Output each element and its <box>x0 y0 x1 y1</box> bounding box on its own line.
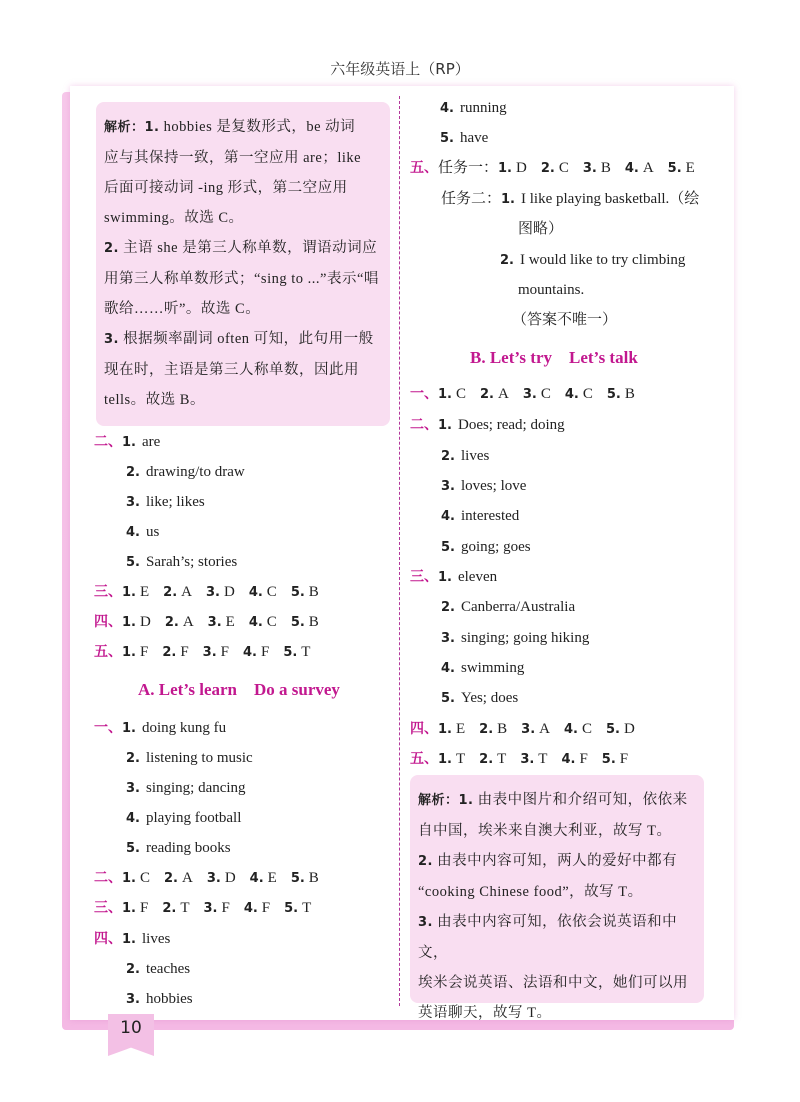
item-answer: teaches <box>145 961 191 977</box>
item-answer: C <box>266 614 277 630</box>
item-answer: eleven <box>457 569 498 585</box>
item-answer: Sarah’s; stories <box>145 554 238 570</box>
answer-row <box>500 250 685 271</box>
answer-row <box>94 642 324 663</box>
item-answer: like; likes <box>145 494 205 510</box>
note-text: 应与其保持一致，第一空应用 are；like <box>104 150 362 166</box>
item-num: 3. <box>207 615 222 630</box>
item-num: 2. <box>164 615 179 630</box>
item-answer: hobbies <box>145 991 193 1007</box>
item-answer: T <box>497 751 507 767</box>
item-num: 5. <box>284 901 299 916</box>
note-text: 后面可接动词 -ing 形式，第二空应用 <box>104 180 348 196</box>
item-answer: C <box>582 386 593 402</box>
answer-row <box>126 959 190 980</box>
item-num: 2. <box>479 752 494 767</box>
note-text: tells。故选 B。 <box>104 392 205 408</box>
item-answer: F <box>619 751 629 767</box>
item-answer: B <box>308 584 319 600</box>
answer-row <box>94 612 333 633</box>
item-answer: I would like to try climbing <box>519 252 686 268</box>
item-answer: listening to music <box>145 750 253 766</box>
note-num: 3. <box>418 915 433 930</box>
item-num: 2. <box>500 253 514 268</box>
item-num: 4. <box>126 811 140 826</box>
item-answer: B <box>600 160 611 176</box>
item-answer: Does; read; doing <box>457 417 565 433</box>
item-answer: D <box>223 584 235 600</box>
item-answer: T <box>538 751 548 767</box>
section-label: 三、 <box>410 569 438 585</box>
item-num: 4. <box>441 661 455 676</box>
item-answer: F <box>180 644 189 660</box>
section-label: 二、 <box>94 870 122 886</box>
analysis-label: 解析： <box>418 793 459 808</box>
item-answer: going; goes <box>460 539 531 555</box>
note-text: 由表中图片和介绍可知，依依来 <box>473 792 688 808</box>
item-answer: Canberra/Australia <box>460 599 576 615</box>
item-num: 3. <box>206 871 221 886</box>
item-num: 2. <box>479 722 494 737</box>
answer-row <box>440 128 488 149</box>
note-text: 主语 she 是第三人称单数，谓语动词应 <box>118 240 378 256</box>
note-text: hobbies 是复数形式，be 动词 <box>159 119 356 135</box>
item-num: 4. <box>564 387 579 402</box>
answer-row <box>410 749 642 770</box>
item-num: 5. <box>283 645 298 660</box>
item-num: 3. <box>203 901 218 916</box>
item-answer: playing football <box>145 810 242 826</box>
task-label: 任务一： <box>438 160 499 176</box>
item-answer: B <box>497 721 508 737</box>
item-num: 3. <box>126 781 140 796</box>
answer-row <box>94 898 325 919</box>
item-num: 3. <box>522 387 537 402</box>
item-num: 2. <box>163 585 178 600</box>
item-answer: A <box>539 721 550 737</box>
item-answer: loves; love <box>460 478 527 494</box>
item-num: 5. <box>441 691 455 706</box>
analysis-text-left <box>104 112 386 415</box>
answer-row <box>94 929 170 950</box>
section-title-b: B. Let’s try Let’s talk <box>470 348 638 367</box>
item-num: 2. <box>164 871 178 886</box>
item-num: 3. <box>126 992 140 1007</box>
answer-row <box>441 189 699 210</box>
item-answer: lives <box>141 931 171 947</box>
item-num: 1. <box>438 418 452 433</box>
note-text: 用第三人称单数形式；“sing to ...”表示“唱 <box>104 271 379 287</box>
item-num: 3. <box>441 631 455 646</box>
answer-row <box>126 552 237 573</box>
item-num: 5. <box>605 722 620 737</box>
note-text: 埃米会说英语、法语和中文，她们可以用 <box>418 975 688 991</box>
item-num: 4. <box>248 615 263 630</box>
item-num: 3. <box>441 479 455 494</box>
item-answer: T <box>301 644 311 660</box>
section-title-a: A. Let’s learn Do a survey <box>138 680 340 699</box>
item-num: 3. <box>520 752 535 767</box>
item-answer: singing; going hiking <box>460 630 590 646</box>
item-num: 2. <box>162 901 177 916</box>
item-num: 5. <box>606 387 621 402</box>
item-num: 4. <box>561 752 576 767</box>
answer-row <box>410 415 565 436</box>
section-label: 一、 <box>94 720 122 736</box>
item-answer: I like playing basketball.（绘 <box>521 191 700 207</box>
answer-row <box>126 989 193 1010</box>
item-answer: F <box>221 900 230 916</box>
item-num: 4. <box>441 509 455 524</box>
item-answer: E <box>225 614 235 630</box>
item-answer: F <box>579 751 588 767</box>
item-num: 5. <box>126 841 140 856</box>
item-num: 1. <box>438 387 452 402</box>
note-num: 1. <box>458 793 474 808</box>
answer-row <box>410 719 649 740</box>
item-num: 2. <box>441 449 455 464</box>
item-num: 1. <box>122 901 136 916</box>
answer-row <box>410 384 649 405</box>
answer-row <box>126 462 245 483</box>
item-answer: T <box>302 900 312 916</box>
item-answer: C <box>139 870 150 886</box>
item-num: 5. <box>126 555 140 570</box>
item-num: 1. <box>122 615 136 630</box>
item-num: 2. <box>126 751 140 766</box>
item-answer: E <box>139 584 150 600</box>
analysis-label: 解析： <box>104 120 145 135</box>
item-answer: C <box>266 584 277 600</box>
item-answer: C <box>581 721 592 737</box>
section-label: 二、 <box>94 434 122 450</box>
item-answer: doing kung fu <box>141 720 227 736</box>
item-num: 1. <box>122 645 136 660</box>
item-answer: us <box>145 524 160 540</box>
note-num: 2. <box>104 241 119 256</box>
section-label: 三、 <box>94 584 122 600</box>
answer-row <box>126 778 246 799</box>
item-num: 1. <box>438 570 452 585</box>
answer-row <box>441 537 531 558</box>
item-answer: A <box>497 386 509 402</box>
section-label: 四、 <box>410 721 438 737</box>
note-text: 英语聊天，故写 T。 <box>418 1005 552 1021</box>
item-answer: D <box>516 160 527 176</box>
item-answer: interested <box>460 508 520 524</box>
section-label: 五、 <box>410 751 438 767</box>
answer-row <box>441 476 526 497</box>
item-answer: D <box>139 614 151 630</box>
item-num: 3. <box>205 585 220 600</box>
item-answer: E <box>455 721 466 737</box>
answer-row <box>126 522 159 543</box>
item-num: 2. <box>162 645 177 660</box>
item-answer: lives <box>460 448 490 464</box>
answer-row <box>441 658 524 679</box>
item-answer: C <box>558 160 569 176</box>
item-num: 5. <box>667 161 682 176</box>
item-num: 1. <box>122 721 136 736</box>
answer-row <box>94 718 226 739</box>
item-num: 2. <box>480 387 494 402</box>
item-answer: T <box>180 900 190 916</box>
item-answer: A <box>181 584 192 600</box>
item-answer: F <box>260 644 270 660</box>
answer-cont: 图略） <box>518 221 564 237</box>
item-answer: E <box>685 160 695 176</box>
item-num: 4. <box>248 585 263 600</box>
item-answer: C <box>540 386 551 402</box>
item-answer: reading books <box>145 840 231 856</box>
item-answer: B <box>308 870 319 886</box>
item-num: 2. <box>441 600 455 615</box>
item-num: 4. <box>243 901 258 916</box>
answer-row <box>440 98 507 119</box>
item-num: 1. <box>438 752 452 767</box>
item-num: 1. <box>498 161 512 176</box>
note-text: “cooking Chinese food”，故写 T。 <box>418 884 643 900</box>
answer-row <box>410 158 709 179</box>
item-answer: F <box>261 900 271 916</box>
item-num: 4. <box>440 101 454 116</box>
note-text: 由表中内容可知，依依会说英语和中文， <box>418 914 678 961</box>
item-answer: drawing/to draw <box>145 464 245 480</box>
item-num: 5. <box>441 540 455 555</box>
task-label: 任务二： <box>441 191 502 207</box>
item-num: 5. <box>290 585 305 600</box>
item-num: 2. <box>540 161 555 176</box>
note-text: 现在时，主语是第三人称单数，因此用 <box>104 362 359 378</box>
section-label: 一、 <box>410 386 438 402</box>
item-answer: E <box>267 870 277 886</box>
item-num: 5. <box>601 752 616 767</box>
note-text: 由表中内容可知，两人的爱好中都有 <box>432 853 678 869</box>
item-answer: D <box>224 870 236 886</box>
page-number: 10 <box>120 1018 142 1038</box>
item-answer: F <box>139 900 149 916</box>
item-num: 1. <box>501 192 515 207</box>
item-answer: B <box>308 614 319 630</box>
item-num: 5. <box>290 871 305 886</box>
item-num: 1. <box>122 435 136 450</box>
item-num: 4. <box>624 161 639 176</box>
item-answer: swimming <box>460 660 525 676</box>
answer-row <box>94 582 333 603</box>
note-text: 根据频率副词 often 可知，此句用一般 <box>118 331 374 347</box>
item-answer: D <box>623 721 635 737</box>
item-num: 4. <box>563 722 578 737</box>
item-answer: Yes; does <box>460 690 519 706</box>
answer-row <box>94 868 333 889</box>
item-num: 1. <box>438 722 452 737</box>
item-answer: A <box>642 160 654 176</box>
section-label: 三、 <box>94 900 122 916</box>
answer-row <box>126 838 231 859</box>
answer-row <box>441 597 575 618</box>
item-answer: have <box>459 130 489 146</box>
section-label: 五、 <box>410 160 438 176</box>
section-label: 五、 <box>94 644 122 660</box>
answer-row <box>126 748 253 769</box>
answer-row <box>126 808 241 829</box>
answer-note: （答案不唯一） <box>512 312 618 328</box>
note-text: 歌给……听”。故选 C。 <box>104 301 261 317</box>
item-answer: F <box>220 644 229 660</box>
answer-cont: mountains. <box>518 282 585 298</box>
answer-row <box>441 446 489 467</box>
item-num: 4. <box>126 525 140 540</box>
item-num: 2. <box>126 962 140 977</box>
note-text: 自中国，埃米来自澳大利亚，故写 T。 <box>418 823 672 839</box>
answer-row <box>410 567 497 588</box>
section-label: 二、 <box>410 417 438 433</box>
note-num: 2. <box>418 854 433 869</box>
item-num: 1. <box>122 585 136 600</box>
item-answer: running <box>459 100 507 116</box>
analysis-text-right <box>418 785 700 1028</box>
item-answer: A <box>182 614 194 630</box>
note-num: 1. <box>144 120 160 135</box>
item-answer: A <box>181 870 193 886</box>
item-num: 3. <box>202 645 217 660</box>
note-num: 3. <box>104 332 119 347</box>
column-divider <box>399 96 400 1006</box>
section-label: 四、 <box>94 931 122 947</box>
answer-row <box>441 628 589 649</box>
item-num: 5. <box>290 615 305 630</box>
item-answer: C <box>455 386 466 402</box>
item-answer: singing; dancing <box>145 780 246 796</box>
note-text: swimming。故选 C。 <box>104 210 244 226</box>
item-num: 3. <box>582 161 597 176</box>
item-num: 1. <box>122 932 136 947</box>
item-num: 2. <box>126 465 140 480</box>
item-answer: are <box>141 434 161 450</box>
item-num: 1. <box>122 871 136 886</box>
section-label: 四、 <box>94 614 122 630</box>
item-num: 4. <box>249 871 264 886</box>
item-answer: F <box>139 644 149 660</box>
item-num: 3. <box>521 722 536 737</box>
item-num: 5. <box>440 131 454 146</box>
item-num: 4. <box>242 645 257 660</box>
page-header: 六年级英语上（RP） <box>330 60 470 78</box>
item-answer: B <box>624 386 635 402</box>
item-num: 3. <box>126 495 140 510</box>
answer-row <box>441 688 518 709</box>
item-answer: T <box>455 751 466 767</box>
answer-row <box>94 432 160 453</box>
answer-row <box>441 506 519 527</box>
answer-row <box>126 492 205 513</box>
